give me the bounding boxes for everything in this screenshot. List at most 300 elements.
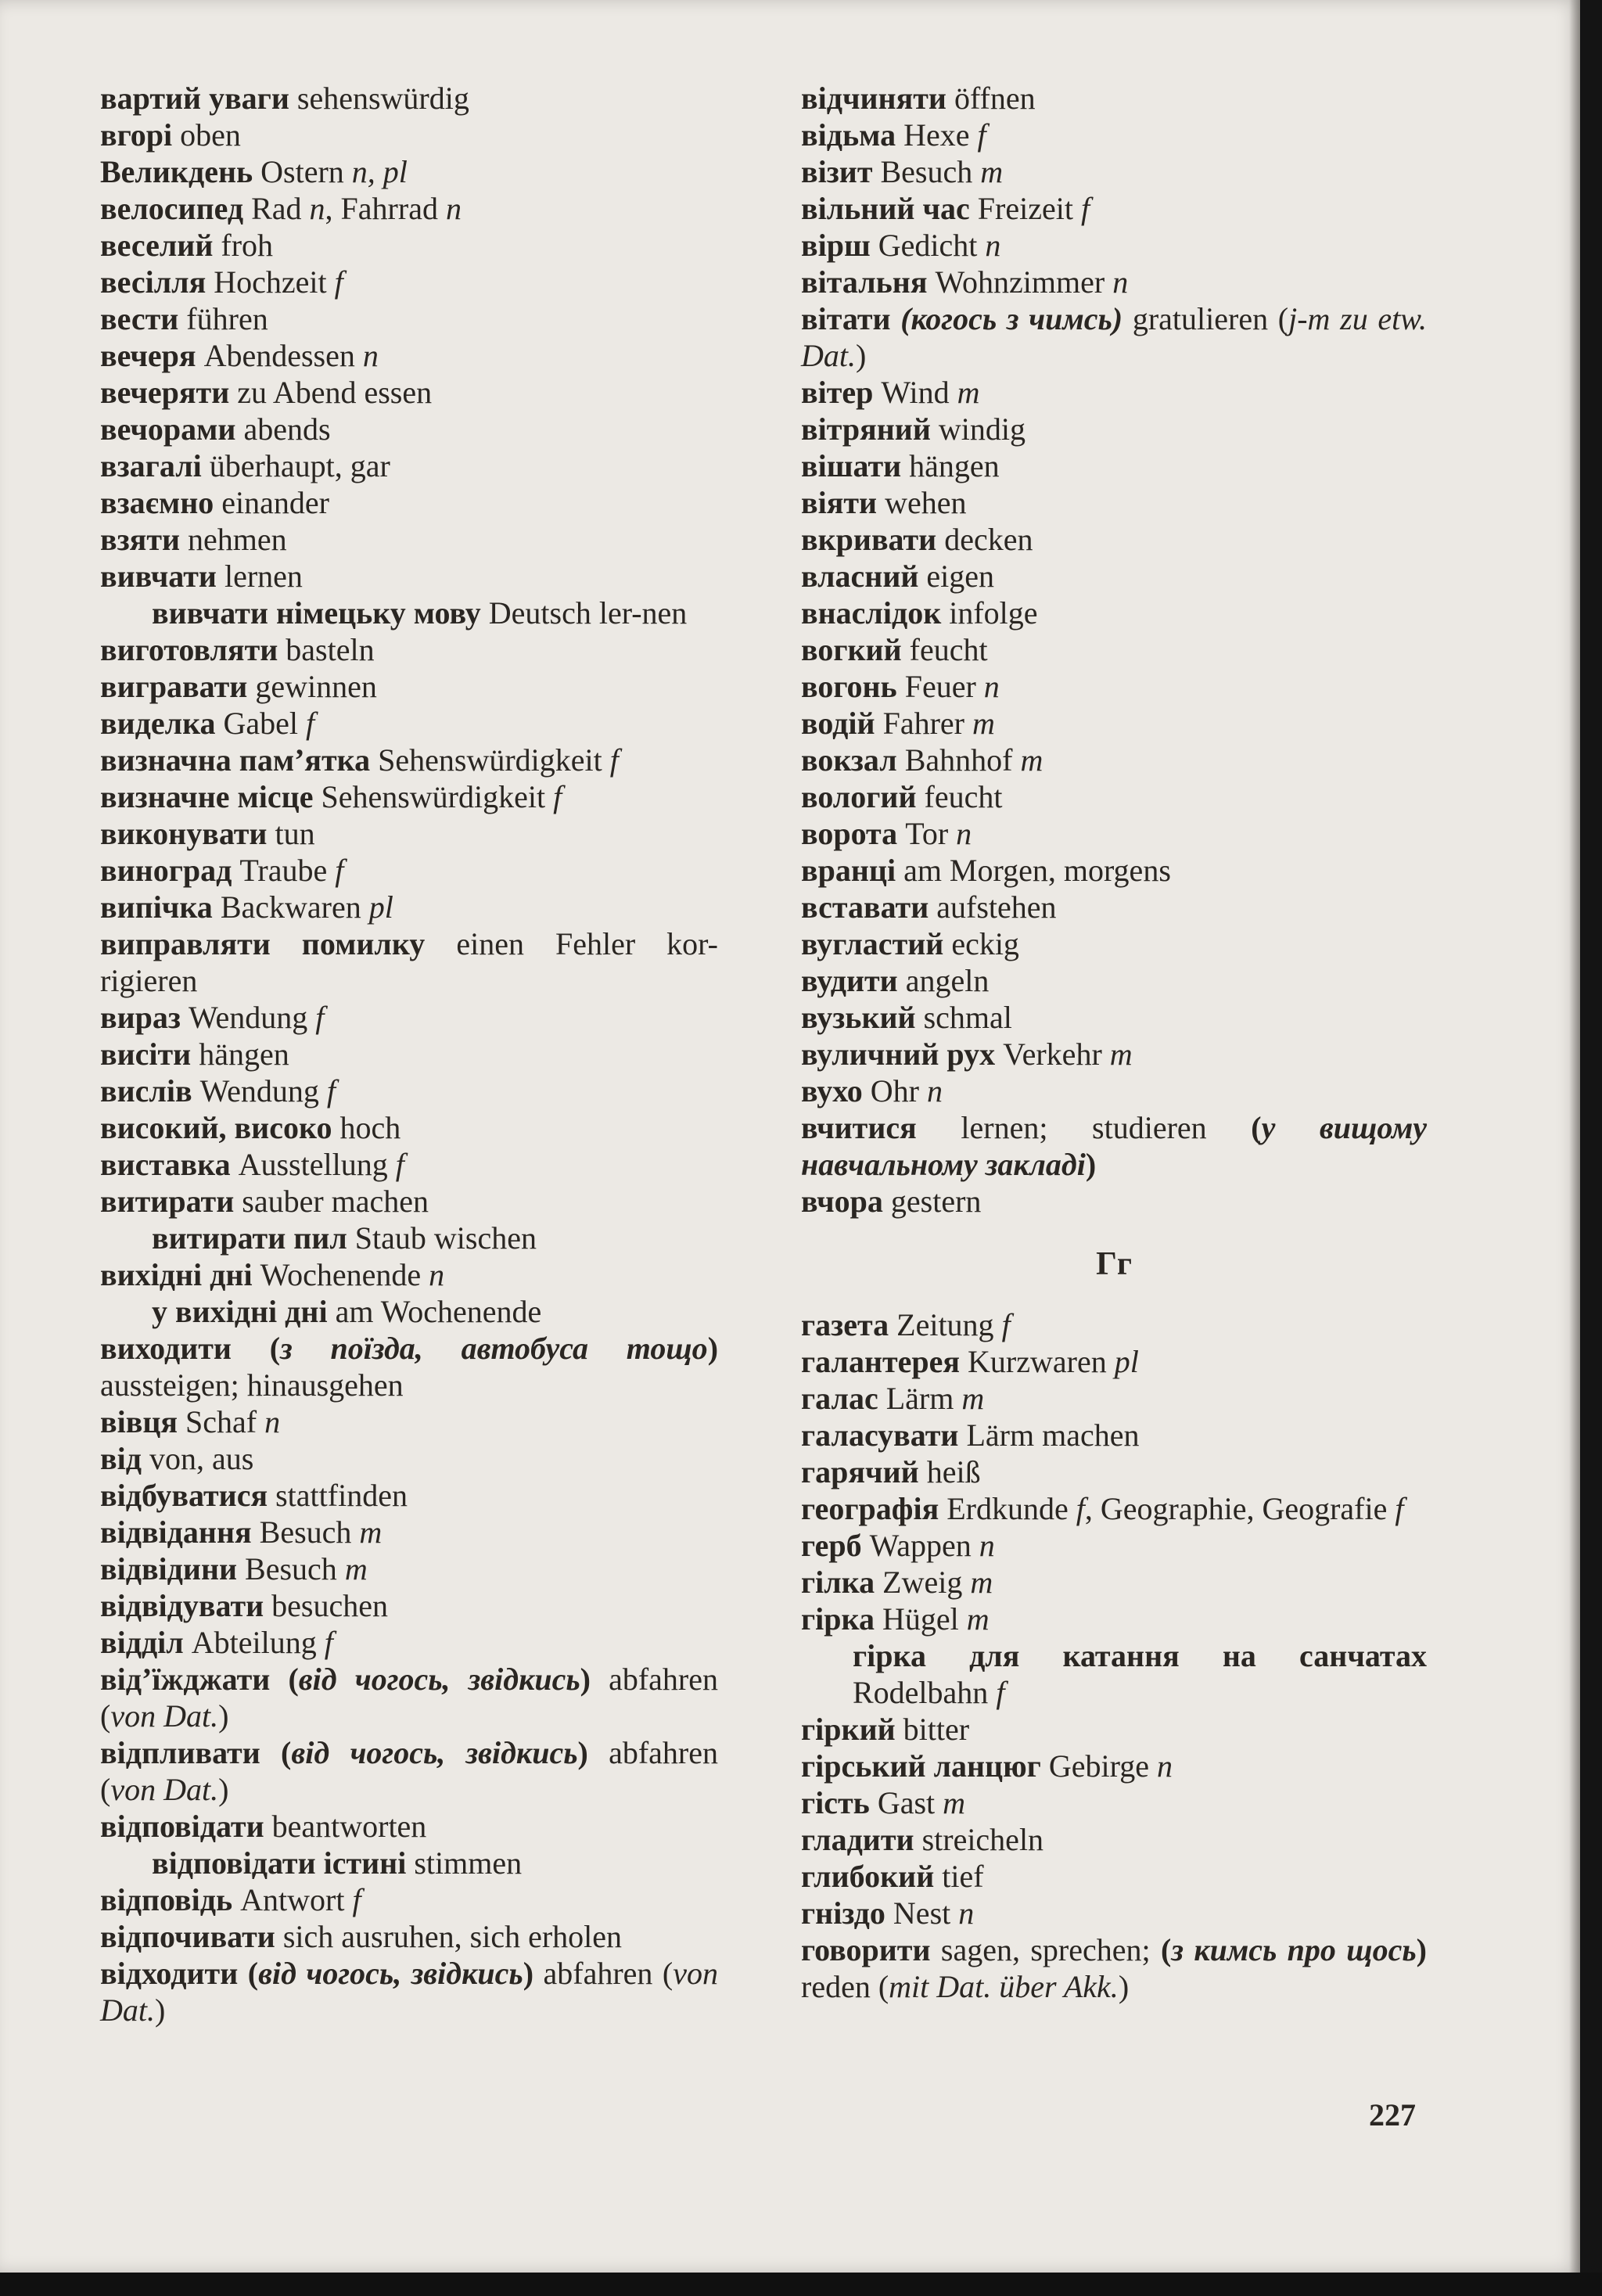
dictionary-entry [100, 742, 718, 778]
headword: взаємно [100, 485, 214, 520]
dictionary-entry [100, 153, 718, 190]
dictionary-entry [100, 1183, 718, 1220]
translation: öffnen [946, 81, 1036, 116]
grammar-note: von Dat. [100, 1956, 718, 2028]
translation: aufstehen [929, 889, 1057, 925]
translation: Gabel [215, 706, 307, 741]
translation: führen [178, 301, 268, 336]
dictionary-entry [100, 778, 718, 815]
dictionary-entry [100, 1918, 718, 1955]
dictionary-entry [100, 1146, 718, 1183]
headword: веселий [100, 228, 214, 263]
dictionary-entry [801, 1784, 1427, 1821]
grammar-note: m [957, 375, 980, 410]
translation: Wendung [180, 1000, 316, 1035]
grammar-note: n [1156, 1748, 1173, 1784]
headword: вішати [801, 448, 902, 483]
dictionary-entry [801, 264, 1427, 300]
translation: beantworten [264, 1809, 427, 1844]
grammar-note: f [315, 1000, 325, 1035]
grammar-note: (когось з чимсь) [900, 301, 1123, 336]
translation: ) [218, 1772, 229, 1807]
translation: Fahrer [875, 706, 972, 741]
translation: lernen [216, 559, 303, 594]
page-edge-shadow [0, 2273, 1602, 2296]
translation: Deutsch ler-nen [480, 595, 688, 631]
dictionary-entry [801, 1183, 1427, 1220]
headword: вести [100, 301, 179, 336]
dictionary-entry [100, 925, 718, 999]
headword: виноград [100, 853, 232, 888]
translation: aussteigen; hinausgehen [100, 1367, 404, 1403]
translation [270, 1662, 288, 1697]
translation: Hügel [874, 1601, 967, 1637]
headword: гірка [801, 1601, 875, 1637]
headword: віяти [801, 485, 878, 520]
dictionary-entry [801, 190, 1427, 227]
headword: вологий [801, 779, 917, 814]
translation: bitter [895, 1712, 970, 1747]
headword: вивчати [100, 559, 217, 594]
translation: tief [934, 1859, 984, 1894]
headword: вудити [801, 963, 898, 998]
grammar-note: від чогось, звідкись [258, 1956, 523, 1991]
grammar-note: j-m zu etw. Dat. [801, 301, 1428, 373]
headword: вогкий [801, 632, 902, 667]
dictionary-entry [100, 1734, 718, 1808]
translation: streicheln [914, 1822, 1044, 1857]
dictionary-entry [100, 558, 718, 595]
dictionary-subentry [100, 1845, 718, 1881]
translation: Feuer [896, 669, 984, 704]
dictionary-entry [801, 1601, 1427, 1637]
dictionary-entry [801, 411, 1427, 447]
grammar-note: f [326, 1073, 336, 1108]
dictionary-entry [100, 1587, 718, 1624]
dictionary-entry [801, 227, 1427, 264]
headword: ( [1161, 1932, 1172, 1967]
headword: вгорі [100, 117, 173, 153]
dictionary-entry [100, 1073, 718, 1109]
translation: hängen [191, 1037, 289, 1072]
grammar-note: n [1112, 264, 1129, 300]
headword: газета [801, 1307, 889, 1342]
grammar-note: m [1020, 742, 1043, 778]
dictionary-entry [100, 1955, 718, 2028]
grammar-note: f [1001, 1307, 1011, 1342]
headword: гілка [801, 1565, 875, 1600]
dictionary-entry [801, 1109, 1427, 1183]
translation: Nest [885, 1895, 959, 1931]
dictionary-entry [100, 1440, 718, 1477]
headword: вузький [801, 1000, 916, 1035]
headword: ) [523, 1956, 534, 1991]
headword: відбуватися [100, 1478, 268, 1513]
grammar-note: від чогось, звідкись [298, 1662, 580, 1697]
headword: визначна пам’ятка [100, 742, 371, 778]
translation: Gebirge [1040, 1748, 1157, 1784]
grammar-note: n [926, 1073, 943, 1108]
translation: Hexe [896, 117, 978, 153]
headword: високий, високо [100, 1110, 332, 1145]
translation: wehen [877, 485, 967, 520]
headword: вівця [100, 1404, 178, 1439]
translation: Wochenende [252, 1257, 429, 1292]
grammar-note: f [335, 853, 344, 888]
headword: вечеряти [100, 375, 230, 410]
translation: Wind [873, 375, 957, 410]
headword: вечеря [100, 338, 196, 373]
headword: відвідання [100, 1514, 252, 1550]
headword: гладити [801, 1822, 914, 1857]
translation: tun [267, 816, 315, 851]
grammar-note: f [324, 1625, 333, 1660]
translation: windig [930, 411, 1026, 447]
headword: вільний час [801, 191, 970, 226]
dictionary-subentry [100, 595, 718, 631]
grammar-note: pl [368, 889, 393, 925]
translation: Lärm machen [958, 1417, 1140, 1453]
headword: Великдень [100, 154, 253, 189]
dictionary-entry [801, 1306, 1427, 1343]
dictionary-entry [801, 153, 1427, 190]
translation: Schaf [178, 1404, 265, 1439]
dictionary-entry [801, 1073, 1427, 1109]
dictionary-entry [801, 521, 1427, 558]
dictionary-entry [100, 889, 718, 925]
dictionary-entry [100, 337, 718, 374]
dictionary-entry [100, 1550, 718, 1587]
translation: abfahren ( [533, 1956, 673, 1991]
grammar-note: з поїзда, автобуса тощо [280, 1331, 708, 1366]
dictionary-entry [100, 1109, 718, 1146]
grammar-note: m [943, 1785, 966, 1820]
grammar-note: n [362, 338, 379, 373]
grammar-note: f [306, 706, 315, 741]
translation: decken [936, 522, 1033, 557]
dictionary-entry [801, 999, 1427, 1036]
translation: nehmen [180, 522, 287, 557]
headword: Гг [1096, 1246, 1132, 1282]
headword: вихідні дні [100, 1257, 253, 1292]
dictionary-entry [100, 668, 718, 705]
translation: basteln [278, 632, 375, 667]
grammar-note: f [996, 1675, 1005, 1710]
headword: виходити [100, 1331, 232, 1366]
dictionary-entry [801, 1527, 1427, 1564]
headword: вогонь [801, 669, 897, 704]
dictionary-entry [100, 1881, 718, 1918]
headword: герб [801, 1528, 862, 1563]
translation: sagen, sprechen; [930, 1932, 1161, 1967]
headword: виставка [100, 1147, 231, 1182]
grammar-note: pl [1114, 1344, 1139, 1379]
translation: lernen; studieren [916, 1110, 1252, 1145]
grammar-note: m [344, 1551, 368, 1586]
translation: Zweig [875, 1565, 971, 1600]
translation: Wohnzimmer [927, 264, 1113, 300]
headword: весілля [100, 264, 207, 300]
headword: гарячий [801, 1454, 919, 1489]
dictionary-entry [801, 778, 1427, 815]
headword: вечорами [100, 411, 236, 447]
headword: гірка для катання на санчатах [853, 1638, 1427, 1673]
dictionary-entry [100, 1403, 718, 1440]
dictionary-entry [100, 631, 718, 668]
grammar-note: m [970, 1565, 993, 1600]
headword: витирати пил [152, 1220, 347, 1256]
dictionary-entry [801, 1380, 1427, 1417]
headword: ( [1251, 1110, 1262, 1145]
grammar-note: m [961, 1381, 985, 1416]
headword: вокзал [801, 742, 897, 778]
dictionary-entry [100, 411, 718, 447]
dictionary-entry [801, 300, 1427, 374]
translation: Staub wischen [347, 1220, 537, 1256]
headword: виправляти помилку [100, 926, 426, 961]
headword: витирати [100, 1184, 235, 1219]
headword: відпливати [100, 1735, 260, 1770]
translation: Ostern [253, 154, 352, 189]
translation: am Morgen, morgens [896, 853, 1171, 888]
left-column [100, 80, 718, 2028]
dictionary-subentry [100, 1293, 718, 1330]
grammar-note: у вищому навчальному закладі [801, 1110, 1427, 1182]
translation: Tor [897, 816, 957, 851]
translation: stimmen [406, 1845, 523, 1881]
dictionary-entry [100, 227, 718, 264]
dictionary-entry [100, 999, 718, 1036]
dictionary-entry [100, 521, 718, 558]
translation: feucht [916, 779, 1003, 814]
translation: Verkehr [995, 1037, 1110, 1072]
dictionary-entry [801, 668, 1427, 705]
translation: überhaupt, gar [201, 448, 390, 483]
translation: Gast [869, 1785, 943, 1820]
translation: Freizeit [969, 191, 1081, 226]
translation: abfahren ( [100, 1662, 718, 1734]
translation: sauber machen [234, 1184, 429, 1219]
grammar-note: von Dat. [110, 1772, 219, 1807]
headword: вуличний рух [801, 1037, 996, 1072]
translation: sehenswürdig [289, 81, 469, 116]
dictionary-entry [100, 852, 718, 889]
grammar-note: m [972, 706, 995, 741]
translation: einander [214, 485, 329, 520]
headword: вухо [801, 1073, 863, 1108]
grammar-note: f [1080, 191, 1090, 226]
headword: ) [1085, 1147, 1097, 1182]
headword: висіти [100, 1037, 192, 1072]
translation: gewinnen [247, 669, 377, 704]
headword: вугластий [801, 926, 944, 961]
dictionary-entry [801, 1821, 1427, 1858]
headword: ) [707, 1331, 719, 1366]
dictionary-entry [801, 1931, 1427, 2005]
translation: Sehenswürdigkeit [313, 779, 554, 814]
headword: вираз [100, 1000, 181, 1035]
translation: oben [172, 117, 241, 153]
dictionary-entry [100, 264, 718, 300]
translation: Ausstellung [230, 1147, 396, 1182]
headword: відділ [100, 1625, 184, 1660]
translation: gratulieren ( [1122, 301, 1289, 336]
grammar-note: n, pl [351, 154, 408, 189]
headword: вчитися [801, 1110, 917, 1145]
headword: вивчати німецьку мову [152, 595, 481, 631]
headword: вкривати [801, 522, 937, 557]
headword: власний [801, 559, 919, 594]
headword: відходити [100, 1956, 239, 1991]
grammar-note: m [1109, 1037, 1133, 1072]
grammar-note: n [983, 669, 1000, 704]
dictionary-subentry [801, 1637, 1427, 1711]
headword: гість [801, 1785, 870, 1820]
dictionary-entry [100, 484, 718, 521]
headword: виконувати [100, 816, 268, 851]
headword: відповідати [100, 1809, 264, 1844]
headword: ) [577, 1735, 588, 1770]
headword: ( [269, 1331, 281, 1366]
translation: ) [155, 1992, 166, 2028]
grammar-note: n [309, 191, 325, 226]
translation: Zeitung [889, 1307, 1002, 1342]
dictionary-entry [100, 1624, 718, 1661]
headword: ворота [801, 816, 898, 851]
grammar-note: von Dat. [110, 1698, 219, 1734]
dictionary-entry [801, 815, 1427, 852]
translation: Rodelbahn [853, 1675, 997, 1710]
dictionary-entry [100, 1661, 718, 1734]
headword: глибокий [801, 1859, 935, 1894]
dictionary-entry [801, 742, 1427, 778]
grammar-note: f [977, 117, 986, 153]
translation: reden ( [801, 1969, 889, 2004]
headword: відповідь [100, 1882, 233, 1917]
translation: Lärm [878, 1381, 962, 1416]
dictionary-entry [801, 889, 1427, 925]
dictionary-entry [801, 558, 1427, 595]
headword: вчора [801, 1184, 883, 1219]
grammar-note: f [334, 264, 343, 300]
headword: гірський ланцюг [801, 1748, 1041, 1784]
translation [891, 301, 901, 336]
grammar-note: n [429, 1257, 445, 1292]
headword: відвідини [100, 1551, 238, 1586]
headword: ) [1416, 1932, 1427, 1967]
translation: zu Abend essen [229, 375, 433, 410]
dictionary-entry [801, 1895, 1427, 1931]
dictionary-entry [100, 117, 718, 153]
headword: вранці [801, 853, 896, 888]
headword: відчиняти [801, 81, 946, 116]
dictionary-subentry [100, 1220, 718, 1256]
translation: Sehenswürdigkeit [370, 742, 610, 778]
translation: sich ausruhen, sich erholen [275, 1919, 623, 1954]
translation: am Wochenende [327, 1294, 542, 1329]
headword: випічка [100, 889, 213, 925]
dictionary-entry [801, 1343, 1427, 1380]
dictionary-entry [100, 705, 718, 742]
grammar-note: n [979, 1528, 995, 1563]
translation: Bahnhof [896, 742, 1021, 778]
dictionary-entry [801, 1564, 1427, 1601]
headword: галас [801, 1381, 878, 1416]
translation: abfahren ( [100, 1735, 718, 1807]
dictionary-entry [100, 1256, 718, 1293]
dictionary-entry [801, 595, 1427, 631]
dictionary-entry [801, 117, 1427, 153]
translation: froh [213, 228, 274, 263]
headword: ( [247, 1956, 259, 1991]
grammar-note: f [553, 779, 562, 814]
translation: Traube [232, 853, 336, 888]
headword: говорити [801, 1932, 931, 1967]
dictionary-entry [100, 80, 718, 117]
dictionary-entry [801, 80, 1427, 117]
section-heading [801, 1246, 1427, 1283]
headword: визначне місце [100, 779, 314, 814]
translation: ) [218, 1698, 229, 1734]
translation: angeln [897, 963, 990, 998]
headword: галасувати [801, 1417, 959, 1453]
dictionary-entry [801, 484, 1427, 521]
dictionary-entry [801, 374, 1427, 411]
dictionary-entry [100, 1330, 718, 1403]
translation: , Geographie, Geografie [1084, 1491, 1395, 1526]
headword: вислів [100, 1073, 192, 1108]
dictionary-entry [801, 447, 1427, 484]
grammar-note: n [445, 191, 462, 226]
translation: abends [235, 411, 331, 447]
translation: Erdkunde [939, 1491, 1076, 1526]
grammar-note: f [1395, 1491, 1404, 1526]
dictionary-entry [100, 447, 718, 484]
translation: , Fahrrad [325, 191, 446, 226]
dictionary-entry [100, 1477, 718, 1514]
grammar-note: f [352, 1882, 361, 1917]
dictionary-entry [801, 1453, 1427, 1490]
headword: візит [801, 154, 873, 189]
headword: ) [580, 1662, 591, 1697]
translation: Antwort [232, 1882, 353, 1917]
dictionary-entry [801, 1748, 1427, 1784]
headword: внаслідок [801, 595, 942, 631]
grammar-note: m [359, 1514, 383, 1550]
headword: вітряний [801, 411, 931, 447]
translation: von, aus [141, 1441, 254, 1476]
headword: вставати [801, 889, 929, 925]
dictionary-entry [100, 1036, 718, 1073]
translation: eigen [918, 559, 995, 594]
translation: feucht [901, 632, 988, 667]
translation: Wappen [861, 1528, 979, 1563]
headword: взагалі [100, 448, 202, 483]
headword: вітер [801, 375, 874, 410]
dictionary-entry [801, 1036, 1427, 1073]
translation: einen Fehler kor-rigieren [100, 926, 718, 998]
headword: від [100, 1441, 142, 1476]
headword: вітальня [801, 264, 928, 300]
headword: відпочивати [100, 1919, 275, 1954]
grammar-note: mit Dat. über Akk. [889, 1969, 1119, 2004]
headword: вигравати [100, 669, 248, 704]
translation: besuchen [264, 1588, 388, 1623]
translation: Abendessen [196, 338, 363, 373]
grammar-note: n [958, 1895, 975, 1931]
grammar-note: f [1076, 1491, 1085, 1526]
grammar-note: від чогось, звідкись [291, 1735, 578, 1770]
